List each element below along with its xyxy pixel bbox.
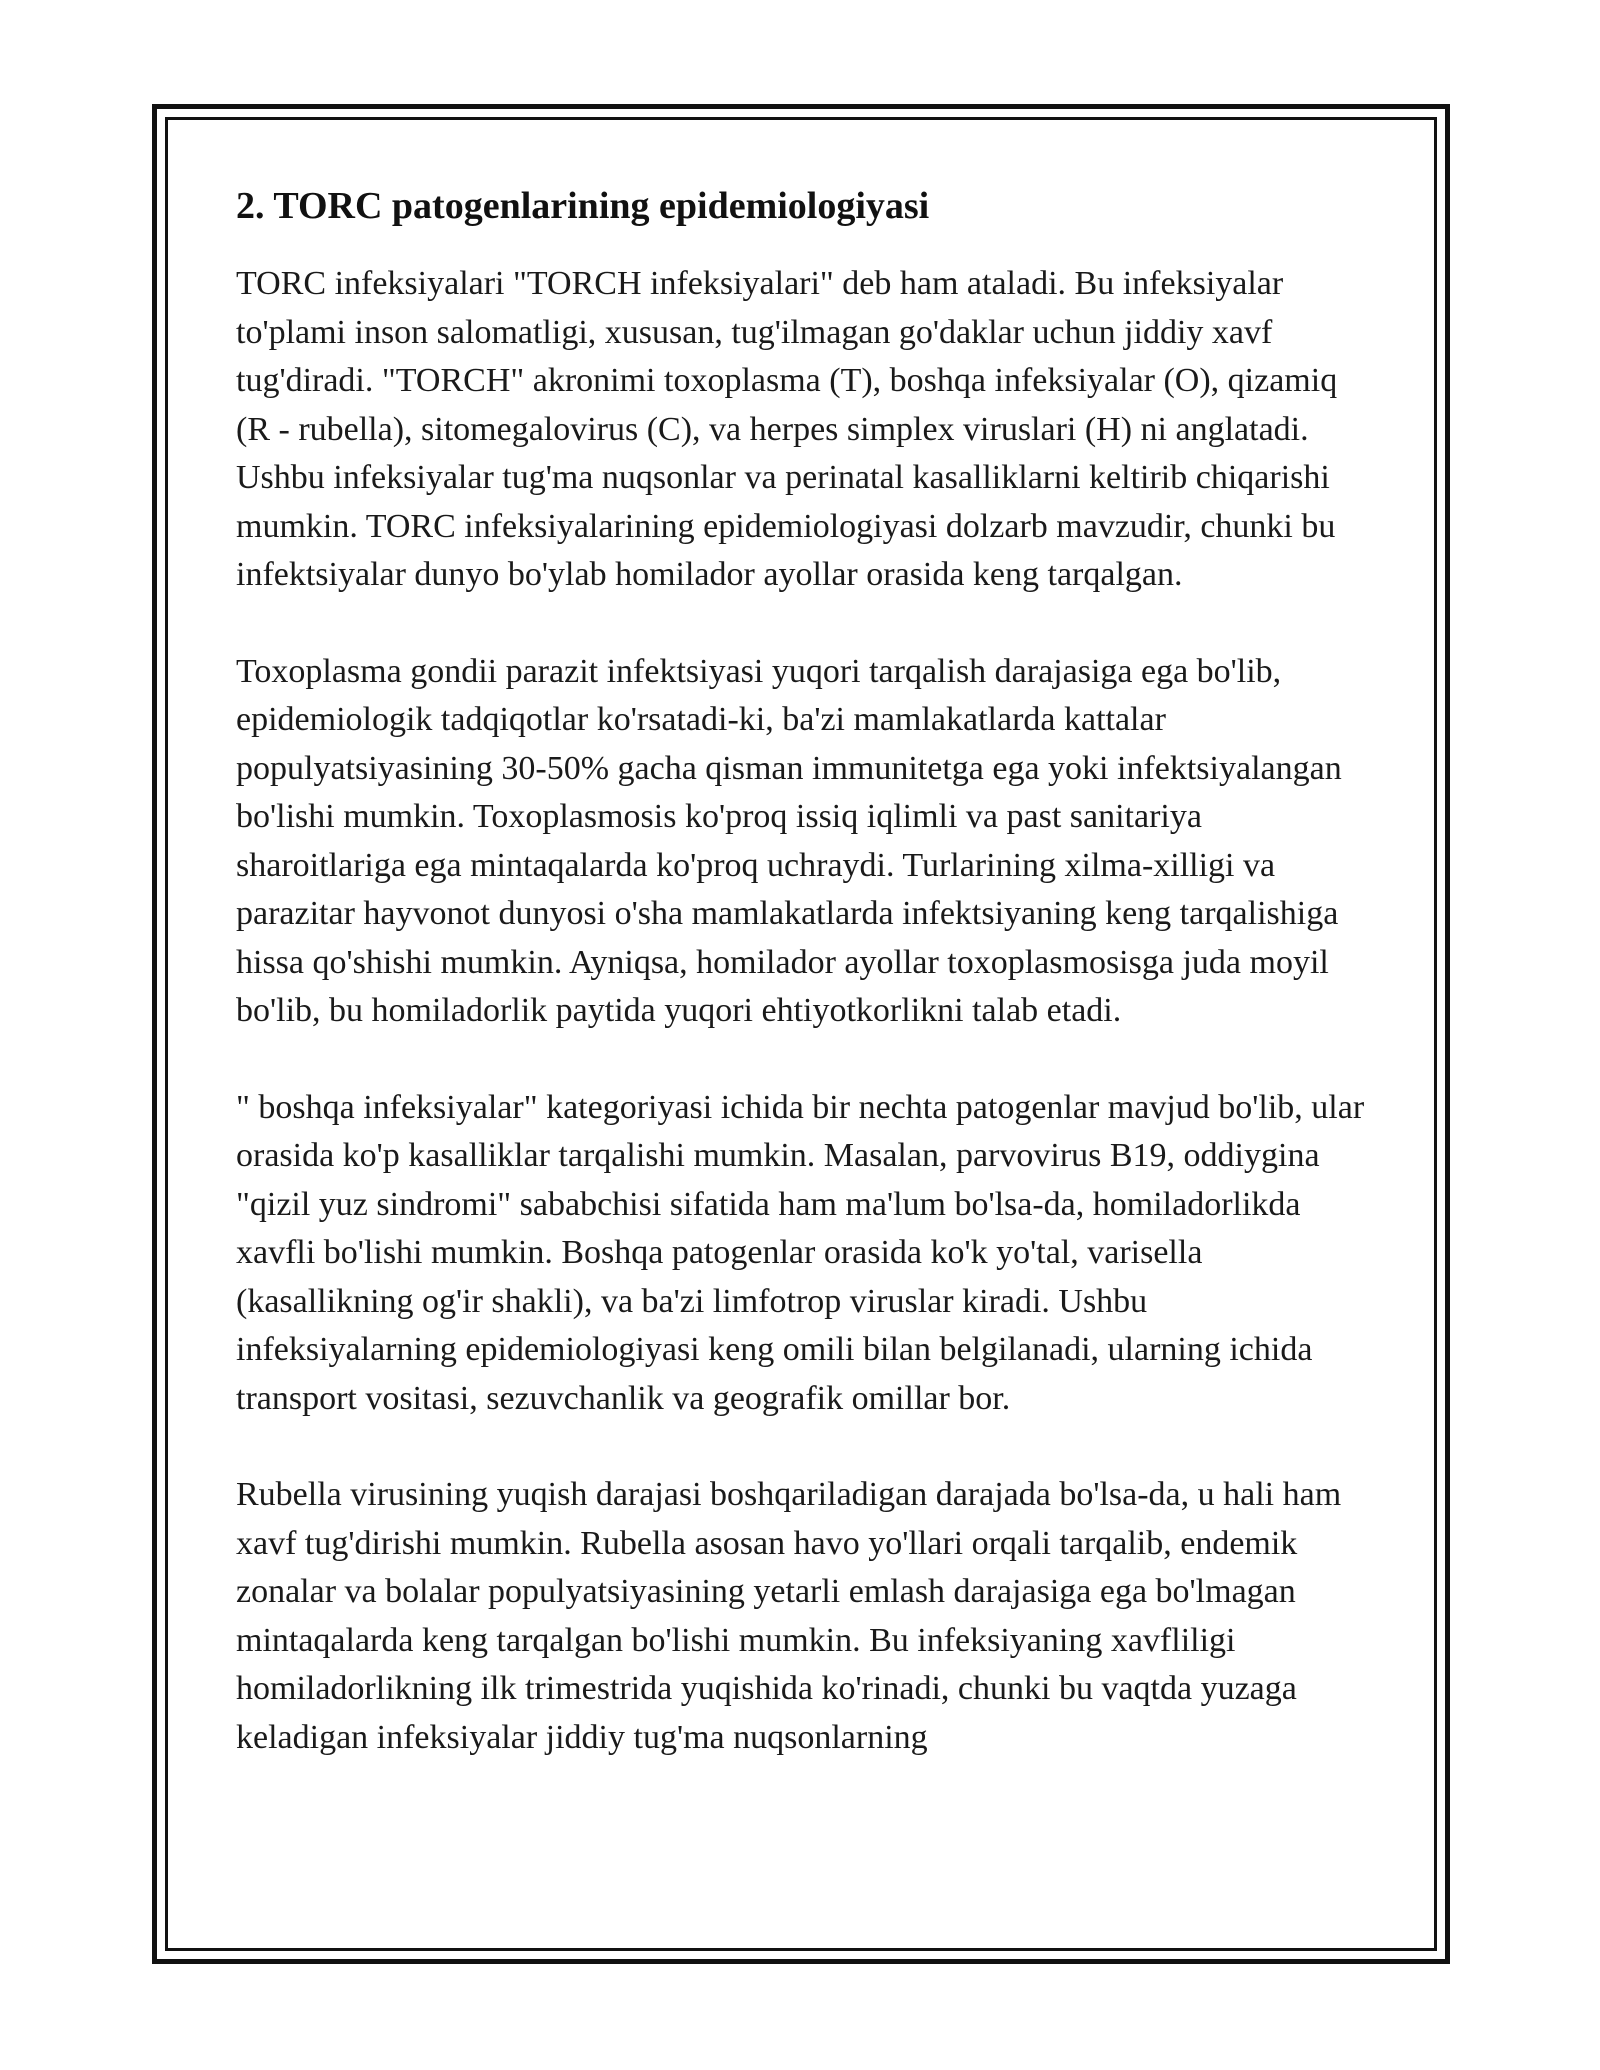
paragraph-other-infections: " boshqa infeksiyalar" kategoriyasi ichida bir nechta patogenlar mavjud bo'lib, ular orasida ko'p kasalliklar tarqalishi mumkin. Masalan, parvovirus B19, oddiygina "qizil yuz sindromi" sababchisi sifatida ham ma'lum bo'lsa-da, homiladorlikda xavfli bo'lishi mumkin. Boshqa patogenlar orasida ko'k yo'tal, varisella (kasallikning og'ir shakli), va ba'zi limfotrop viruslar kiradi. Ushbu infeksiyalarning epidemiologiyasi keng omili bilan belgilanadi, ularning ichida transport vositasi, sezuvchanlik va geografik omillar bor. [236, 1088, 1365, 1417]
paragraph-toxoplasma: Toxoplasma gondii parazit infektsiyasi yuqori tarqalish darajasiga ega bo'lib, epidemiologik tadqiqotlar ko'rsatadi-ki, ba'zi mamlakatlarda kattalar populyatsiyasining 30-50% gacha qisman immunitetga ega yoki infektsiyalangan bo'lishi mumkin. Toxoplasmosis ko'proq issiq iqlimli va past sanitariya sharoitlariga ega mintaqalarda ko'proq uchraydi. Turlarining xilma-xilligi va parazitar hayvonot dunyosi o'sha mamlakatlarda infektsiyaning keng tarqalishiga hissa qo'shishi mumkin. Ayniqsa, homilador ayollar toxoplasmosisga juda moyil bo'lib, bu homiladorlik paytida yuqori ehtiyotkorlikni talab etadi. [236, 652, 1342, 1029]
paragraph-rubella: Rubella virusining yuqish darajasi boshqariladigan darajada bo'lsa-da, u hali ham xavf tug'dirishi mumkin. Rubella asosan havo yo'llari orqali tarqalib, endemik zonalar va bolalar populyatsiyasining yetarli emlash darajasiga ega bo'lmagan mintaqalarda keng tarqalgan bo'lishi mumkin. Bu infeksiyaning xavfliligi homiladorlikning ilk trimestrida yuqishida ko'rinadi, chunki bu vaqtda yuzaga keladigan infeksiyalar jiddiy tug'ma nuqsonlarning [236, 1476, 1342, 1756]
document-body [236, 182, 1376, 1810]
section-heading: 2. TORC patogenlarining epidemiologiyasi [236, 185, 930, 227]
paragraph-torc-intro: TORC infeksiyalari "TORCH infeksiyalari" deb ham ataladi. Bu infeksiyalar to'plami inson salomatligi, xususan, tug'ilmagan go'daklar uchun jiddiy xavf tug'diradi. "TORCH" akronimi toxoplasma (T), boshqa infeksiyalar (O), qizamiq (R - rubella), sitomegalovirus (C), va herpes simplex viruslari (H) ni anglatadi. Ushbu infeksiyalar tug'ma nuqsonlar va perinatal kasalliklarni keltirib chiqarishi mumkin. TORC infeksiyalarining epidemiologiyasi dolzarb mavzudir, chunki bu infektsiyalar dunyo bo'ylab homilador ayollar orasida keng tarqalgan. [236, 265, 1338, 593]
